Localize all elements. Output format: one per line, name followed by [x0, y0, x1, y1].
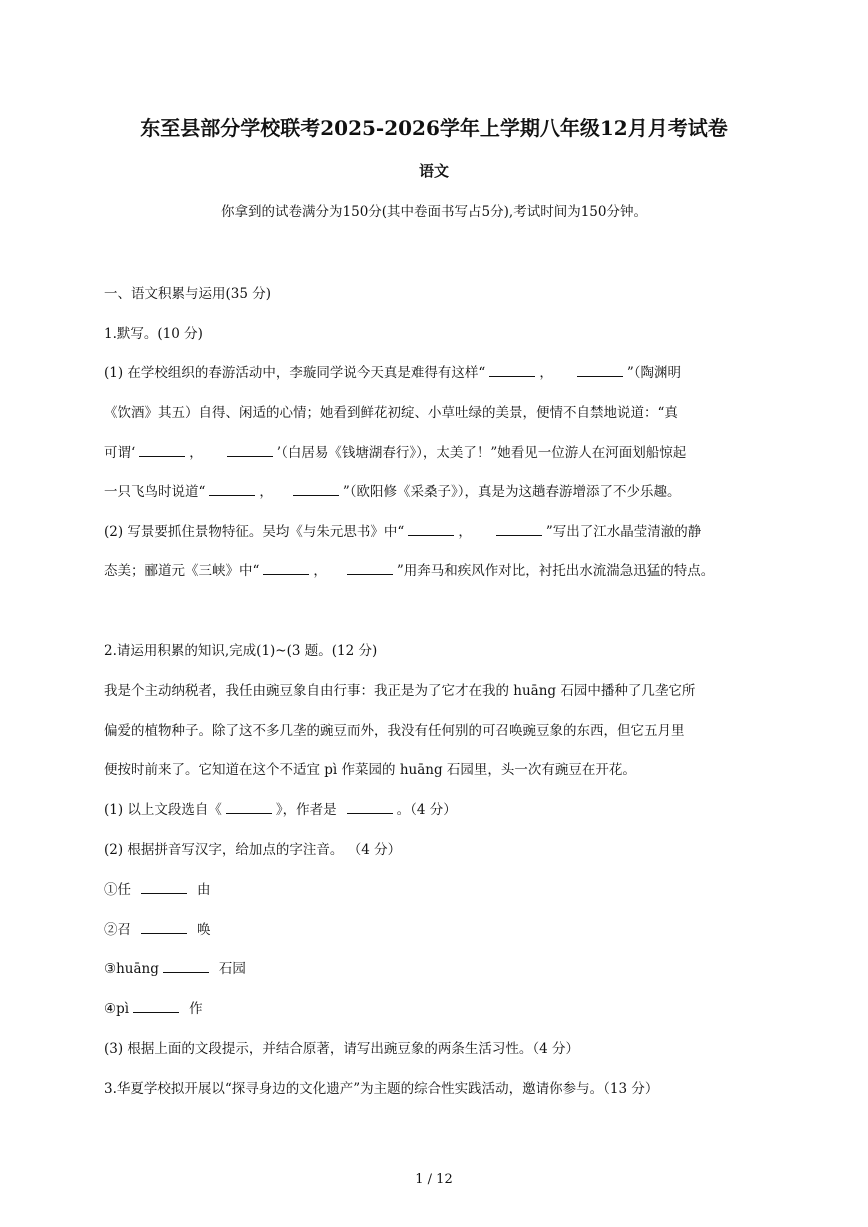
text: ④pì — [104, 1001, 130, 1017]
passage-line1: 我是个主动纳税者，我任由豌豆象自由行事：我正是为了它才在我的 huāng 石园中播种了几垄它所 — [104, 683, 696, 699]
section-heading: 一、语文积累与运用(35 分) — [104, 286, 272, 302]
text: 可谓‘ — [104, 445, 136, 461]
text: ③huāng — [104, 961, 159, 977]
text: 》，作者是 — [275, 802, 337, 818]
text: ， — [259, 484, 273, 500]
answer-blank[interactable] — [209, 482, 255, 496]
q2-item2 — [104, 918, 211, 938]
q2-item3 — [104, 957, 246, 977]
q1-part2-line2 — [104, 559, 714, 579]
passage-line2: 偏爱的植物种子。除了这不多几垄的豌豆而外，我没有任何别的可召唤豌豆象的东西，但它五月里 — [104, 723, 685, 739]
exam-note: 你拿到的试卷满分为150分(其中卷面书写占5分),考试时间为150分钟。 — [221, 204, 647, 220]
answer-blank[interactable] — [577, 363, 623, 377]
text: 唤 — [197, 922, 211, 938]
q2-sub1 — [104, 798, 457, 818]
text: 。（4 分） — [396, 802, 457, 818]
answer-blank[interactable] — [347, 800, 393, 814]
answer-blank[interactable] — [496, 522, 542, 536]
question-3-heading: 3.华夏学校拟开展以“探寻身边的文化遗产”为主题的综合性实践活动，邀请你参与。（13 分） — [104, 1081, 659, 1097]
q1-part1-line2: 《饮酒》其五）自得、闲适的心情；她看到鲜花初绽、小草吐绿的美景，便情不自禁地说道：“真 — [104, 405, 678, 421]
text: 石园 — [218, 961, 246, 977]
text: (1) 在学校组织的春游活动中，李璇同学说今天真是难得有这样“ — [104, 365, 486, 381]
exam-title: 东至县部分学校联考2025-2026学年上学期八年级12月月考试卷 — [140, 116, 728, 140]
text: ， — [313, 563, 327, 579]
passage-line3: 便按时前来了。它知道在这个不适宜 pì 作菜园的 huāng 石园里，头一次有豌豆在开花。 — [104, 762, 636, 778]
q2-sub3: (3) 根据上面的文段提示，并结合原著，请写出豌豆象的两条生活习性。（4 分） — [104, 1041, 580, 1057]
text: ”用奔马和疾风作对比，衬托出水流湍急迅猛的特点。 — [396, 563, 715, 579]
question-2-heading: 2.请运用积累的知识,完成(1)~(3 题。(12 分) — [104, 643, 378, 659]
text: 由 — [197, 882, 211, 898]
page-number: 1 / 12 — [415, 1172, 453, 1187]
text: 一只飞鸟时说道“ — [104, 484, 206, 500]
q1-part1-line3 — [104, 441, 686, 461]
text: ②召 — [104, 922, 131, 938]
q1-part2-line1 — [104, 520, 701, 540]
answer-blank[interactable] — [347, 561, 393, 575]
q2-item1 — [104, 878, 211, 898]
q2-sub2: (2) 根据拼音写汉字，给加点的字注音。 （4 分） — [104, 842, 402, 858]
text: ， — [189, 445, 203, 461]
answer-blank[interactable] — [139, 443, 185, 457]
answer-blank[interactable] — [133, 999, 179, 1013]
text: ’（白居易《钱塘湖春行》），太美了！”她看见一位游人在河面划船惊起 — [276, 445, 687, 461]
answer-blank[interactable] — [141, 880, 187, 894]
answer-blank[interactable] — [141, 920, 187, 934]
q2-item4 — [104, 997, 203, 1017]
text: ①任 — [104, 882, 131, 898]
text: (2) 写景要抓住景物特征。吴均《与朱元思书》中“ — [104, 524, 405, 540]
q1-part1-line4 — [104, 480, 681, 500]
text: 作 — [189, 1001, 203, 1017]
text: ”写出了江水晶莹清澈的静 — [545, 524, 702, 540]
answer-blank[interactable] — [226, 800, 272, 814]
answer-blank[interactable] — [227, 443, 273, 457]
text: 态美；郦道元《三峡》中“ — [104, 563, 260, 579]
answer-blank[interactable] — [263, 561, 309, 575]
answer-blank[interactable] — [489, 363, 535, 377]
q1-part1-line1 — [104, 361, 681, 381]
text: ， — [539, 365, 553, 381]
text: ”（欧阳修《采桑子》），真是为这趟春游增添了不少乐趣。 — [342, 484, 681, 500]
text: ， — [458, 524, 472, 540]
text: (1) 以上文段选自《 — [104, 802, 222, 818]
answer-blank[interactable] — [408, 522, 454, 536]
answer-blank[interactable] — [293, 482, 339, 496]
text: ”（陶渊明 — [626, 365, 681, 381]
answer-blank[interactable] — [163, 959, 209, 973]
question-1-heading: 1.默写。(10 分) — [104, 326, 203, 342]
subject-label: 语文 — [418, 162, 449, 180]
